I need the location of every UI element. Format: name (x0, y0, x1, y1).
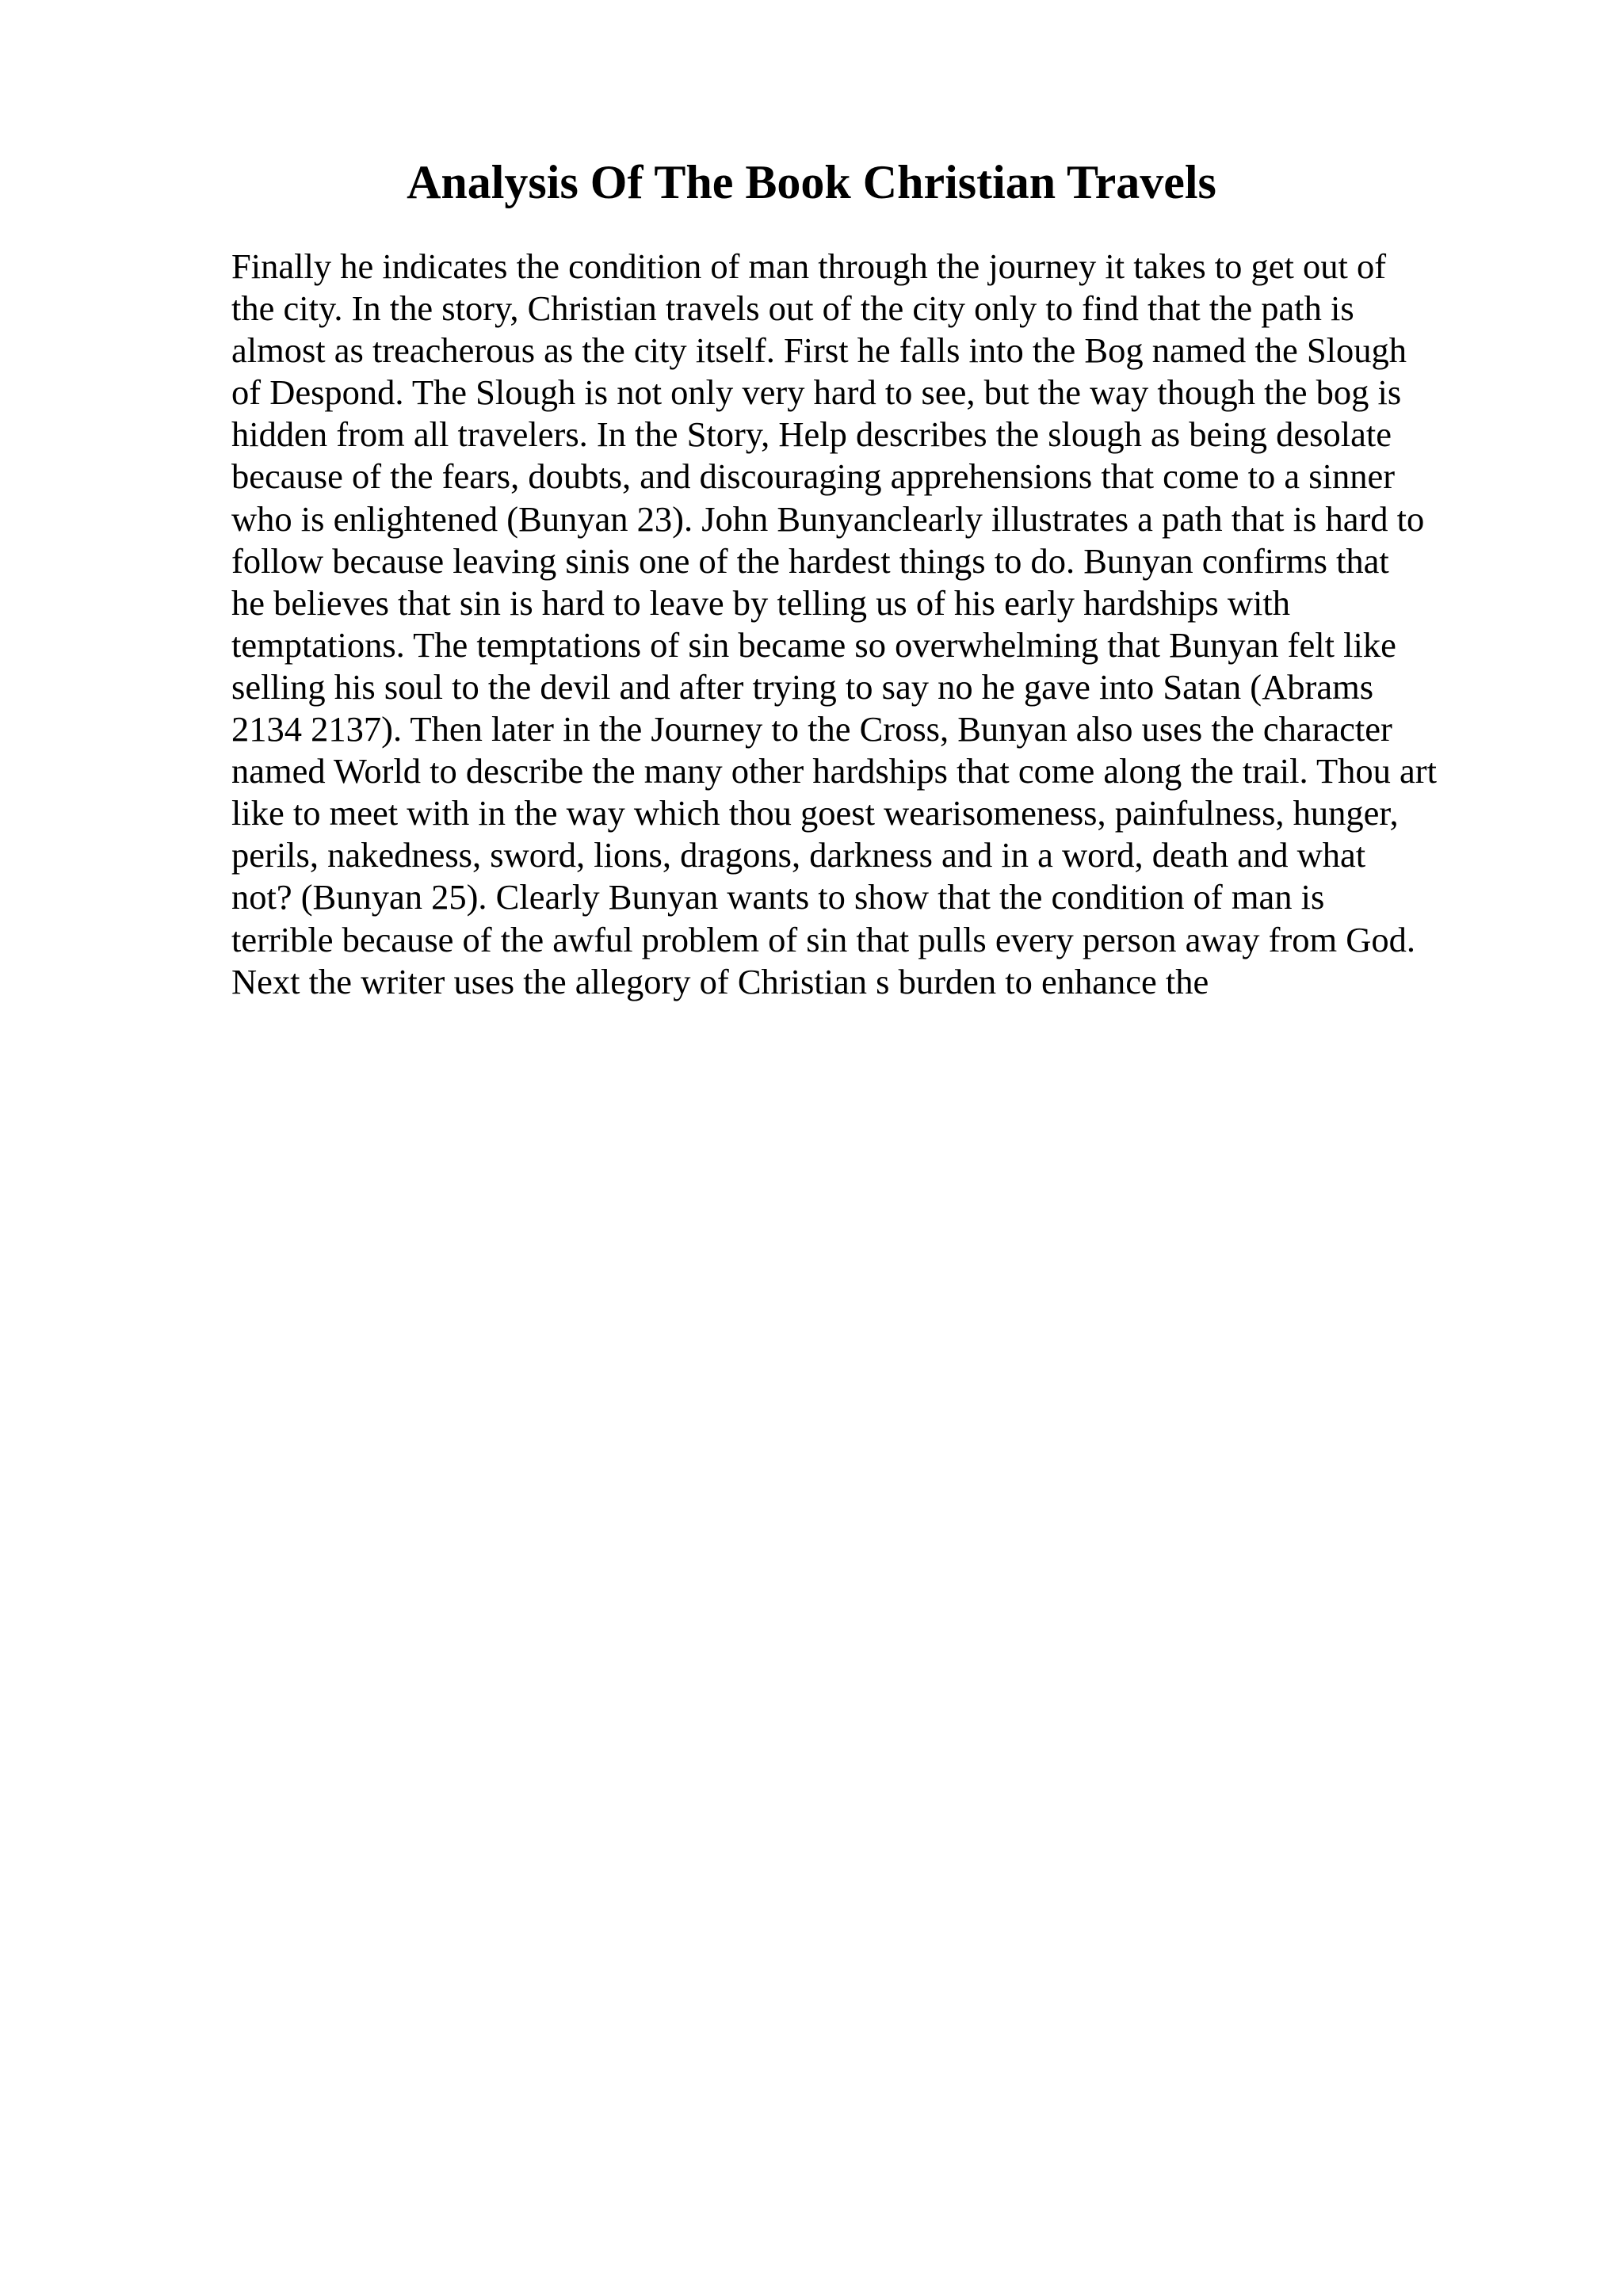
body-line: like to meet with in the way which thou goest wearisomeness, painfulness, hunger, (231, 793, 1399, 833)
document-body (231, 246, 1515, 1003)
body-line: who is enlightened (Bunyan 23). John Bunyanclearly illustrates a path that is hard to (231, 498, 1425, 539)
body-line: almost as treacherous as the city itself. First he falls into the Bog named the Slough (231, 330, 1407, 371)
body-line: terrible because of the awful problem of sin that pulls every person away from God. (231, 919, 1415, 959)
body-line: follow because leaving sinis one of the hardest things to do. Bunyan confirms that (231, 540, 1389, 581)
body-line: Next the writer uses the allegory of Christian s burden to enhance the (231, 961, 1209, 1001)
body-line: selling his soul to the devil and after trying to say no he gave into Satan (Abrams (231, 666, 1374, 707)
body-line: the city. In the story, Christian travels out of the city only to find that the path is (231, 288, 1354, 329)
body-line: of Despond. The Slough is not only very hard to see, but the way though the bog is (231, 372, 1402, 413)
body-line: temptations. The temptations of sin became so overwhelming that Bunyan felt like (231, 624, 1396, 665)
body-line: not? (Bunyan 25). Clearly Bunyan wants to show that the condition of man is (231, 877, 1325, 917)
body-line: he believes that sin is hard to leave by telling us of his early hardships with (231, 582, 1290, 623)
body-line: hidden from all travelers. In the Story, Help describes the slough as being desolate (231, 414, 1392, 455)
body-line: because of the fears, doubts, and discouraging apprehensions that come to a sinner (231, 456, 1396, 497)
body-line: perils, nakedness, sword, lions, dragons, darkness and in a word, death and what (231, 835, 1366, 875)
body-line: 2134 2137). Then later in the Journey to the Cross, Bunyan also uses the character (231, 709, 1392, 749)
document-title: Analysis Of The Book Christian Travels (407, 156, 1216, 208)
body-line: named World to describe the many other hardships that come along the trail. Thou art (231, 751, 1437, 791)
body-line: Finally he indicates the condition of man through the journey it takes to get out of (231, 246, 1387, 286)
